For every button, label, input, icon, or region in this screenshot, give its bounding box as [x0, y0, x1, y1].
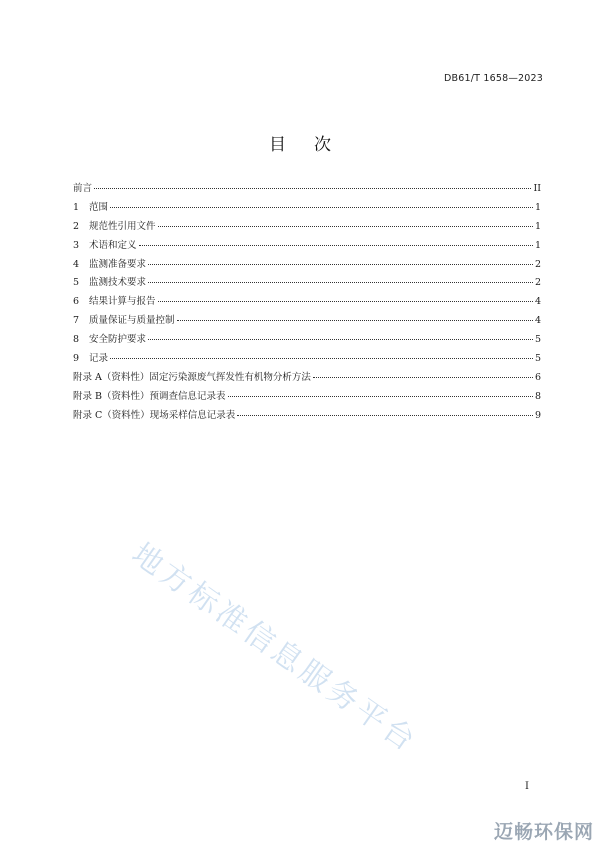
toc-dot-leader: [177, 320, 533, 321]
toc-entry-number: 附录 C: [73, 409, 103, 421]
toc-entry-page: 5: [534, 334, 541, 346]
toc-dot-leader: [148, 282, 533, 283]
standard-code: DB61/T 1658—2023: [444, 73, 543, 84]
toc-list: [73, 180, 541, 426]
toc-entry-page: 2: [534, 277, 541, 289]
toc-entry-appendix-c[interactable]: [73, 407, 541, 426]
toc-entry-label: 范围: [89, 201, 109, 213]
toc-entry-label: 记录: [89, 353, 109, 365]
site-watermark-logo: 迈畅环保网: [493, 821, 594, 843]
toc-entry-number: 8: [73, 334, 80, 346]
toc-entry-label: 结果计算与报告: [89, 296, 156, 308]
toc-dot-leader: [313, 377, 533, 378]
toc-entry-page: 4: [534, 315, 541, 327]
toc-entry-label: 规范性引用文件: [89, 220, 156, 232]
toc-dot-leader: [139, 245, 533, 246]
toc-entry-label: （资料性）现场采样信息记录表: [102, 409, 236, 421]
toc-entry-foreword[interactable]: [73, 180, 541, 199]
toc-dot-leader: [94, 188, 531, 189]
watermark-text: 地方标准信息服务平台: [125, 536, 424, 761]
toc-dot-leader: [148, 339, 533, 340]
toc-entry-number: 9: [73, 353, 80, 365]
toc-title: 目次: [269, 135, 359, 155]
toc-entry-number: 4: [73, 258, 80, 270]
toc-entry-2[interactable]: [73, 218, 541, 237]
toc-entry-number: 附录 B: [73, 390, 103, 402]
toc-entry-page: II: [533, 183, 541, 194]
toc-entry-number: 1: [73, 201, 80, 213]
toc-entry-label: （资料性）预调查信息记录表: [102, 390, 226, 402]
toc-entry-label: 术语和定义: [89, 239, 137, 251]
toc-entry-appendix-a[interactable]: [73, 369, 541, 388]
toc-entry-page: 2: [534, 258, 541, 270]
toc-entry-page: 4: [534, 296, 541, 308]
toc-dot-leader: [158, 301, 533, 302]
toc-entry-page: 1: [534, 201, 541, 213]
toc-entry-number: 2: [73, 220, 80, 232]
toc-dot-leader: [148, 264, 533, 265]
toc-entry-9[interactable]: [73, 350, 541, 369]
toc-entry-4[interactable]: [73, 256, 541, 275]
toc-entry-label: 质量保证与质量控制: [89, 315, 175, 327]
page-number: I: [525, 781, 529, 792]
toc-entry-page: 1: [534, 220, 541, 232]
toc-entry-label: （资料性）固定污染源废气挥发性有机物分析方法: [101, 371, 311, 383]
toc-entry-number: 3: [73, 239, 80, 251]
toc-dot-leader: [110, 207, 533, 208]
toc-entry-5[interactable]: [73, 274, 541, 293]
toc-entry-label: 监测准备要求: [89, 258, 147, 270]
toc-entry-number: 6: [73, 296, 80, 308]
toc-entry-number: 5: [73, 277, 80, 289]
toc-dot-leader: [228, 396, 533, 397]
toc-entry-label: 监测技术要求: [89, 277, 147, 289]
toc-entry-1[interactable]: [73, 199, 541, 218]
toc-dot-leader: [110, 358, 533, 359]
toc-dot-leader: [237, 415, 533, 416]
toc-entry-page: 8: [534, 390, 541, 402]
toc-entry-page: 6: [534, 371, 541, 383]
toc-entry-8[interactable]: [73, 331, 541, 350]
toc-entry-page: 9: [534, 409, 541, 421]
toc-entry-page: 1: [534, 239, 541, 251]
toc-entry-page: 5: [534, 353, 541, 365]
toc-entry-7[interactable]: [73, 312, 541, 331]
toc-entry-label: 安全防护要求: [89, 334, 147, 346]
toc-entry-number: 7: [73, 315, 80, 327]
toc-entry-number: 附录 A: [73, 371, 102, 383]
toc-entry-appendix-b[interactable]: [73, 388, 541, 407]
toc-entry-3[interactable]: [73, 237, 541, 256]
toc-entry-6[interactable]: [73, 293, 541, 312]
toc-dot-leader: [158, 226, 533, 227]
toc-entry-label: 前言: [73, 183, 93, 194]
